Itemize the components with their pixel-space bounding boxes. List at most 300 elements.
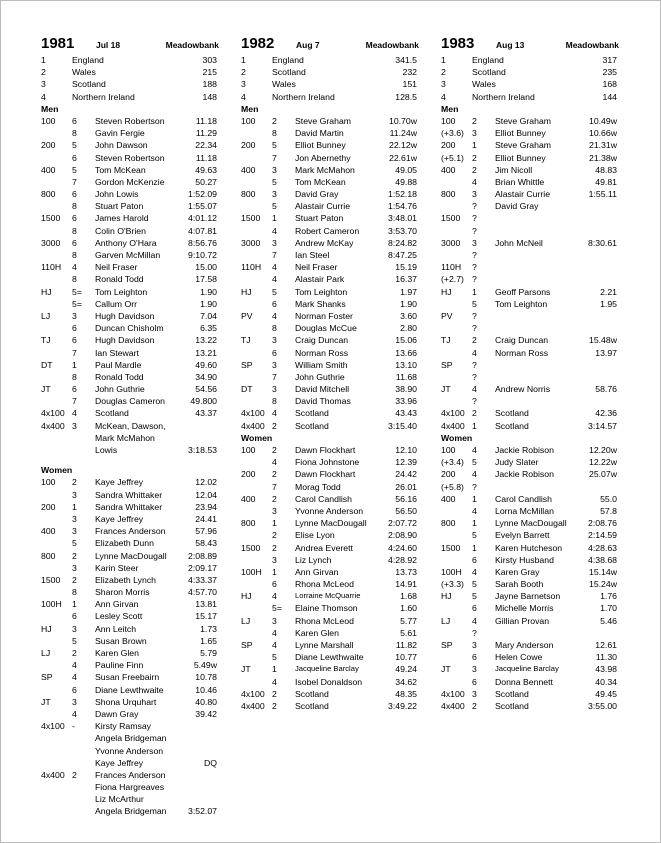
event-cell: 3 [41,79,46,90]
athlete-cell: Scotland [295,688,329,699]
athlete-cell: Elaine Thomson [295,603,358,614]
result-row [241,273,419,285]
mark-cell: 144 [602,91,617,102]
mark-cell: 1.68 [400,591,417,602]
place-cell: 3 [72,696,77,707]
result-row [441,529,619,541]
place-cell: 3 [272,189,277,200]
result-row [41,371,219,383]
result-row [441,371,619,383]
mark-cell: 7.04 [200,310,217,321]
mark-cell: 14.91 [395,579,417,590]
athlete-cell: David Gray [295,189,339,200]
athlete-cell: Mark McMahon [295,164,355,175]
mark-cell: 17.58 [195,274,217,285]
place-cell: 5 [472,530,477,541]
mark-cell: 215 [202,67,217,78]
athlete-cell: Ann Girvan [295,566,339,577]
event-cell: 400 [241,164,256,175]
place-cell: Scotland [472,67,506,78]
result-row [41,310,219,322]
place-cell: 1 [72,359,77,370]
mark-cell: 12.61 [595,640,617,650]
result-row [241,261,419,273]
event-cell: 400 [41,526,56,537]
team-standing-row [441,91,619,103]
result-row [441,383,619,395]
place-cell: 4 [272,640,277,650]
place-cell: 4 [272,310,277,321]
athlete-cell: Tom Leighton [295,286,348,297]
event-cell: 1500 [241,542,261,553]
place-cell: 6 [72,335,77,346]
event-cell: 100H [441,566,462,577]
place-cell: Scotland [272,67,306,78]
athlete-cell: Scotland [495,420,529,431]
place-cell: Wales [272,79,296,90]
result-row [441,615,619,627]
result-row [241,249,419,261]
mark-cell: 58.76 [595,384,617,395]
athlete-cell: Lorraine McQuarrie [295,591,361,601]
result-row [441,602,619,614]
athlete-cell: Neil Fraser [95,262,138,273]
results-list [41,54,219,818]
athlete-cell: Robert Cameron [295,225,360,236]
place-cell: Wales [72,67,96,78]
team-standing-row [241,66,419,78]
result-row [441,322,619,334]
event-cell: HJ [41,623,52,634]
event-cell: 4x400 [241,420,265,431]
result-row [241,700,419,712]
place-cell: 3 [72,623,77,634]
event-cell: TJ [441,335,451,346]
mark-cell: 3:53.70 [388,225,417,236]
place-cell: 1 [472,420,477,431]
event-cell: PV [441,310,453,321]
athlete-cell: Jackie Robison [495,445,554,455]
athlete-cell: Steve Graham [495,115,552,126]
event-cell: 3 [241,79,246,90]
mark-cell: 4:38.68 [588,554,617,565]
mark-cell: 303 [202,55,217,65]
result-row [441,578,619,590]
athlete-cell: Kaye Jeffrey [95,513,144,524]
result-row [41,420,219,432]
place-cell: 6 [72,237,77,248]
mark-cell: 11.82 [395,640,417,650]
result-row [241,456,419,468]
place-cell: 8 [272,396,277,407]
athlete-cell: Steven Robertson [95,152,165,163]
result-row [41,347,219,359]
athlete-cell: Kaye Jeffrey [95,757,144,768]
place-cell: 7 [72,347,77,358]
section-heading: Men [41,103,59,114]
result-row [241,444,419,456]
mark-cell: 235 [602,67,617,78]
result-row [441,493,619,505]
place-cell: ? [472,627,477,638]
result-row [241,383,419,395]
athlete-cell: Tom McKean [95,164,146,175]
athlete-cell: Lorna McMillan [495,505,554,516]
event-cell: 110H [441,262,462,273]
place-cell: 4 [472,384,477,395]
result-row [241,481,419,493]
place-cell: ? [472,225,477,236]
athlete-cell: Carol Candlish [495,493,552,504]
mark-cell: 4:07.81 [188,225,217,236]
result-row [441,456,619,468]
result-row [441,517,619,529]
mark-cell: 38.90 [395,384,417,395]
event-cell: 4 [241,91,246,102]
result-row [441,700,619,712]
place-cell: 5= [272,603,282,614]
result-row [241,286,419,298]
event-cell: 4x400 [41,769,65,780]
result-row [441,407,619,419]
event-cell: 200 [41,501,56,512]
athlete-cell: Scotland [495,408,529,419]
mark-cell: 3:49.22 [388,700,417,711]
place-cell: England [272,55,304,65]
athlete-cell: David Gray [495,201,539,212]
event-cell: HJ [41,286,52,297]
mark-cell: 1.97 [400,286,417,297]
mark-cell: 6.35 [200,323,217,334]
athlete-cell: Elizabeth Dunn [95,538,154,549]
event-cell: 1500 [441,213,461,224]
result-row [441,590,619,602]
mark-cell: 1.60 [400,603,417,614]
result-row [41,164,219,176]
mark-cell: 4:28.63 [588,542,617,553]
athlete-cell: Jackie Robison [495,469,554,480]
athlete-cell: Diane Lewthwaite [295,652,364,663]
team-standing-row [441,66,619,78]
place-cell: 2 [272,445,277,455]
section-heading: Men [241,103,259,114]
mark-cell: 5.49w [193,660,217,671]
result-row [241,407,419,419]
mark-cell: 13.21 [195,347,217,358]
athlete-cell: Scotland [95,408,129,419]
result-row [441,395,619,407]
mark-cell: 11.68 [395,371,417,382]
mark-cell: 22.61w [388,152,417,163]
athlete-cell: Mark McMahon [95,432,155,443]
result-row [241,298,419,310]
result-row [241,663,419,675]
team-standing-row [441,54,619,66]
mark-cell: 12.10 [395,445,417,455]
mark-cell: 148 [202,91,217,102]
section-heading: Women [41,465,73,476]
place-cell: 3 [472,189,477,200]
result-row [41,537,219,549]
event-cell: 200 [241,469,256,480]
athlete-cell: Isobel Donaldson [295,676,363,687]
athlete-cell: Rhona McLeod [295,615,354,626]
place-cell: 2 [272,530,277,541]
place-cell: Scotland [72,79,106,90]
mark-cell: 49.88 [395,176,417,187]
place-cell: 8 [272,128,277,139]
team-standing-row [41,54,219,66]
athlete-cell: Sandra Whittaker [95,501,163,512]
athlete-cell: Liz Lynch [295,554,332,565]
mark-cell: 49.60 [195,359,217,370]
athlete-cell: Alastair Currie [295,201,351,212]
mark-cell: 10.70w [388,115,417,126]
column-header [241,36,419,54]
event-cell: HJ [241,591,252,602]
place-cell: 4 [272,591,277,602]
place-cell: 3 [72,420,77,431]
event-cell: 2 [441,67,446,78]
event-cell: TJ [41,335,51,346]
place-cell: 7 [72,396,77,407]
athlete-cell: Lesley Scott [95,611,143,622]
athlete-cell: Scotland [495,688,529,699]
mark-cell: 13.81 [195,599,217,610]
mark-cell: 15.24w [588,579,617,590]
mark-cell: 48.35 [395,688,417,699]
result-row [41,720,219,732]
place-cell: 1 [472,493,477,504]
result-row [41,793,219,805]
place-cell: - [72,721,75,732]
place-cell: 8 [72,250,77,260]
place-cell: 1 [272,518,277,529]
result-row [441,505,619,517]
mark-cell: 3:14.57 [588,420,617,431]
athlete-cell: Diane Lewthwaite [95,684,164,695]
place-cell: 8 [72,587,77,598]
athlete-cell: Jacqueline Barclay [295,664,359,674]
mark-cell: 2:08.89 [188,550,217,561]
result-row [41,249,219,261]
event-cell: JT [441,384,451,395]
place-cell: England [72,55,104,65]
place-cell: 8 [272,323,277,334]
athlete-cell: Brian Whittle [495,176,545,187]
athlete-cell: Elliot Bunney [495,128,546,139]
athlete-cell: John Dawson [95,140,148,151]
athlete-cell: Lowis [95,445,118,455]
mark-cell: 56.16 [395,493,417,504]
event-cell: JT [41,384,51,395]
athlete-cell: Elliot Bunney [295,140,346,151]
place-cell: 4 [72,708,77,719]
result-row [441,200,619,212]
result-row [441,444,619,456]
place-cell: 1 [472,286,477,297]
year-label: 1982 [241,35,275,52]
athlete-cell: Mark Shanks [295,298,346,309]
mark-cell: 8:24.82 [388,237,417,248]
athlete-cell: Lynne MacDougall [495,518,567,529]
result-row [41,501,219,513]
mark-cell: 22.12w [388,140,417,151]
result-row [241,334,419,346]
result-row [41,298,219,310]
place-cell: 1 [472,518,477,529]
result-row [41,261,219,273]
result-row [41,562,219,574]
result-row [41,139,219,151]
athlete-cell: Liz McArthur [95,794,144,805]
athlete-cell: Hugh Davidson [95,310,155,321]
result-row [241,176,419,188]
mark-cell: 1.73 [200,623,217,634]
event-cell: 1500 [41,213,61,224]
section-heading: Women [441,432,473,443]
place-cell: ? [472,396,477,407]
mark-cell: 10.78 [195,672,217,683]
mark-cell: 1.90 [400,298,417,309]
event-cell: 800 [241,518,256,529]
place-cell: 2 [272,469,277,480]
place-cell: 3 [272,615,277,626]
result-row [441,249,619,261]
event-cell: 4x100 [241,688,265,699]
result-row [41,212,219,224]
team-standing-row [41,78,219,90]
athlete-cell: Jim Nicoll [495,164,533,175]
mark-cell: 9:10.72 [188,250,217,260]
result-row [441,237,619,249]
mark-cell: 49.24 [395,664,417,675]
result-row [241,578,419,590]
event-cell: 800 [241,189,256,200]
place-cell: 8 [72,371,77,382]
athlete-cell: Gillian Provan [495,615,550,626]
athlete-cell: Angela Bridgeman [95,806,167,817]
column-1981 [41,36,219,818]
result-row [41,432,219,444]
place-cell: 7 [72,176,77,187]
place-cell: 5 [72,140,77,151]
place-cell: 1 [272,213,277,224]
place-cell: 4 [272,408,277,419]
result-row [441,310,619,322]
mark-cell: 25.07w [588,469,617,480]
athlete-cell: David Thomas [295,396,351,407]
result-row [241,627,419,639]
result-row [41,708,219,720]
venue-label: Meadowbank [565,40,619,50]
athlete-cell: Elise Lyon [295,530,335,541]
mark-cell: 4:33.37 [188,574,217,585]
place-cell: 3 [272,237,277,248]
athlete-cell: Alastair Currie [495,189,551,200]
place-cell: 7 [272,152,277,163]
place-cell: 4 [272,457,277,468]
athlete-cell: Fiona Hargreaves [95,782,165,793]
event-cell: 400 [41,164,56,175]
athlete-cell: Paul Mardle [95,359,142,370]
mark-cell: 40.34 [595,676,617,687]
event-cell: 4x400 [241,700,265,711]
event-cell: 800 [441,518,456,529]
event-cell: 200 [41,140,56,151]
event-cell: (+2.7) [441,274,464,285]
athlete-cell: Andrew Norris [495,384,551,395]
result-row [41,476,219,488]
result-row [441,481,619,493]
place-cell: 2 [72,769,77,780]
place-cell: 3 [472,237,477,248]
athlete-cell: Ann Leitch [95,623,137,634]
column-header [41,36,219,54]
event-cell: 3 [441,79,446,90]
event-cell: 3000 [241,237,261,248]
result-row [241,212,419,224]
result-row [241,590,419,602]
result-row [41,598,219,610]
place-cell: 5 [272,286,277,297]
result-row [41,444,219,456]
team-standing-row [241,54,419,66]
event-cell: 200 [441,140,456,151]
place-cell: ? [472,359,477,370]
mark-cell: 33.96 [395,396,417,407]
event-cell: 400 [441,493,456,504]
place-cell: 6 [472,676,477,687]
event-cell: 4x100 [41,408,65,419]
mark-cell: 3:18.53 [188,445,217,455]
mark-cell: 24.41 [195,513,217,524]
athlete-cell: Kirsty Ramsay [95,721,151,732]
result-row [441,164,619,176]
place-cell: 1 [272,664,277,675]
year-label: 1983 [441,35,475,52]
place-cell: 3 [472,688,477,699]
athlete-cell: Stuart Paton [295,213,344,224]
athlete-cell: Andrea Everett [295,542,353,553]
place-cell: 4 [272,676,277,687]
place-cell: 4 [72,408,77,419]
athlete-cell: Norman Ross [495,347,549,358]
place-cell: 1 [72,501,77,512]
place-cell: 8 [72,201,77,212]
result-row [241,517,419,529]
place-cell: 6 [72,189,77,200]
place-cell: 1 [472,140,477,151]
place-cell: 3 [72,562,77,573]
team-standing-row [41,66,219,78]
athlete-cell: Craig Duncan [295,335,349,346]
place-cell: 3 [272,384,277,395]
event-cell: (+5.1) [441,152,464,163]
mark-cell: 1:54.76 [388,201,417,212]
athlete-cell: Angela Bridgeman [95,733,167,744]
athlete-cell: Frances Anderson [95,526,166,537]
athlete-cell: David Martin [295,128,344,139]
place-cell: 1 [272,566,277,577]
place-cell: 6 [72,611,77,622]
result-row [41,659,219,671]
mark-cell: 49.45 [595,688,617,699]
athlete-cell: Gavin Fergie [95,128,145,139]
event-cell: DT [41,359,53,370]
athlete-cell: Scotland [495,700,529,711]
result-row [241,225,419,237]
